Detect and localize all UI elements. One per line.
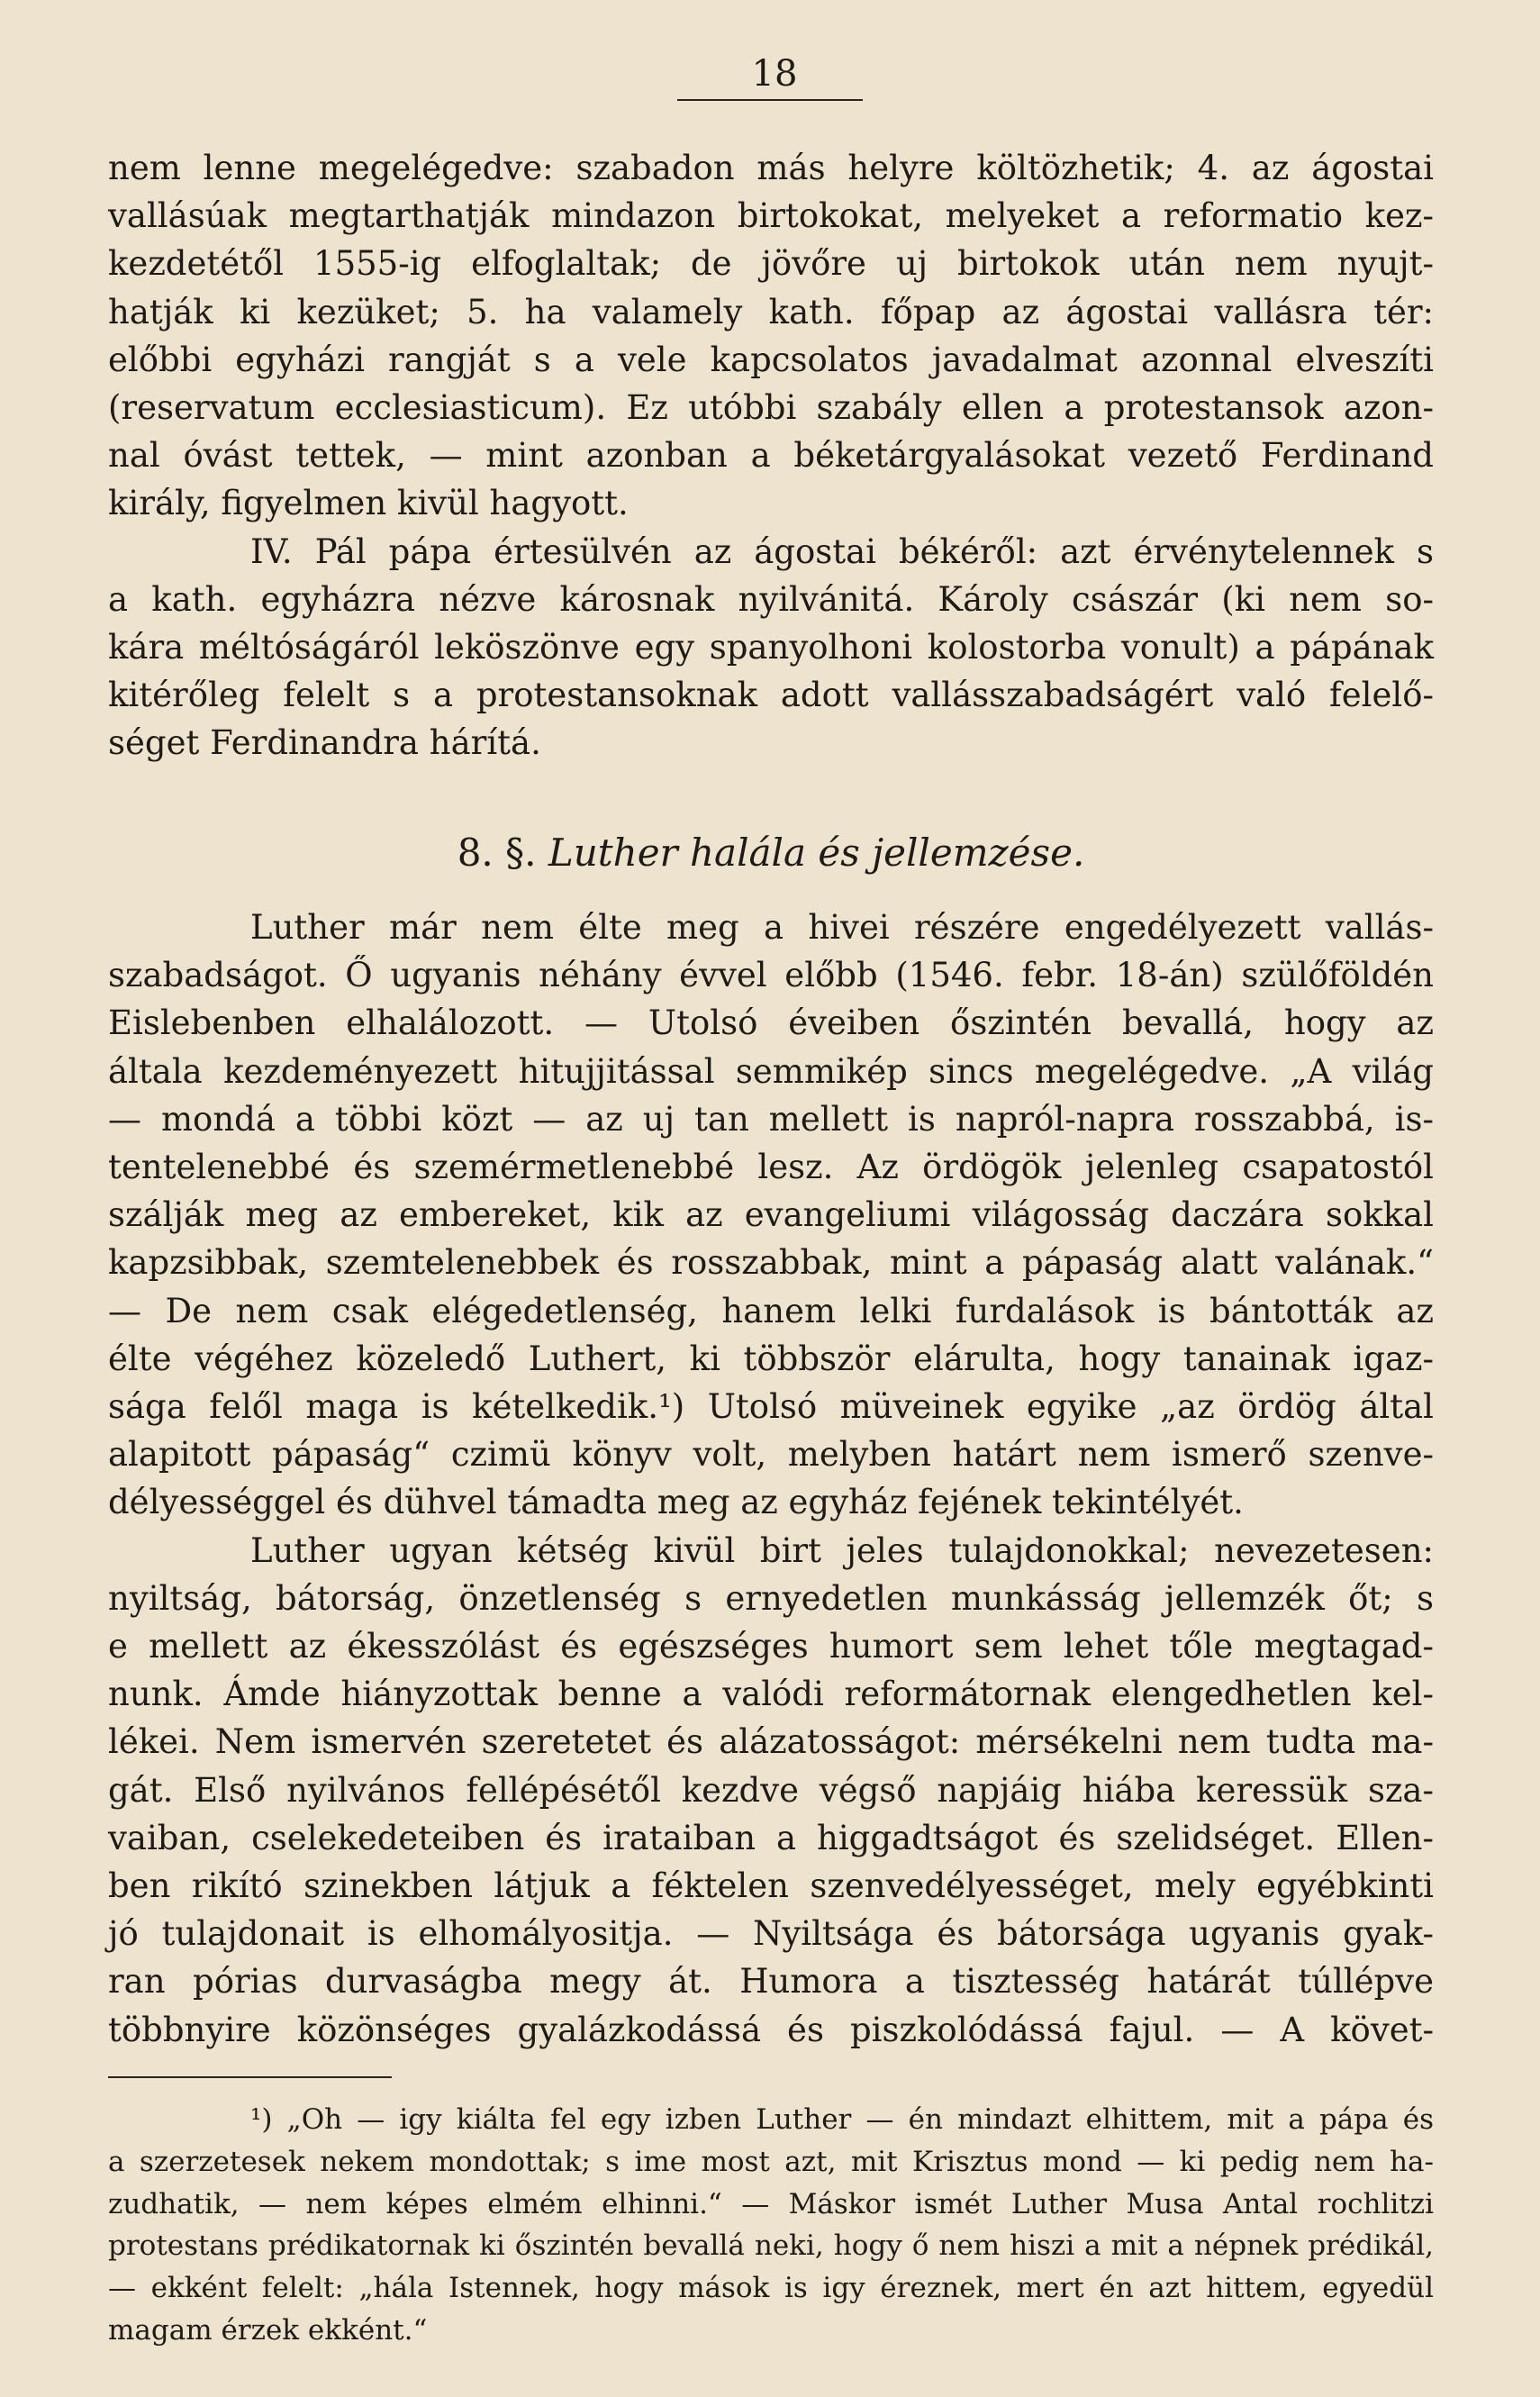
text-line: Luther már nem élte meg a hivei részére engedélyezett vallás- <box>250 908 1434 947</box>
text-line: kezdetétől 1555-ig elfoglaltak; de jövőre uj birtokok után nem nyujt- <box>108 244 1434 284</box>
text-line: e mellett az ékesszólást és egészséges humort sem lehet tőle megtagad- <box>108 1627 1434 1666</box>
section1-text <box>108 144 1434 767</box>
text-line: előbbi egyházi rangját s a vele kapcsolatos javadalmat azonnal elveszíti <box>108 340 1434 379</box>
text-line: élte végéhez közeledő Luthert, ki többször elárulta, hogy tanainak igaz- <box>108 1339 1434 1378</box>
text-line: alapitott pápaság“ czimü könyv volt, melyben határt nem ismerő szenve- <box>108 1435 1434 1475</box>
text-line: többnyire közönséges gyalázkodássá és piszkolódássá fajul. — A követ- <box>108 2010 1434 2049</box>
text-line: tentelenebbé és szemérmetlenebbé lesz. Az ördögök jelenleg csapatostól <box>108 1148 1434 1187</box>
text-line: gát. Első nyilvános fellépésétől kezdve végső napjáig hiába keressük sza- <box>108 1770 1434 1810</box>
text-line: a kath. egyházra nézve károsnak nyilvánitá. Károly császár (ki nem so- <box>108 579 1434 619</box>
page-number-rule <box>677 99 863 101</box>
footnote-line: protestans prédikatornak ki őszintén bevallá neki, hogy ő nem hiszi a mit a népnek prédikál, <box>108 2229 1434 2263</box>
text-line: nyiltság, bátorság, önzetlenség s ernyedetlen munkásság jellemzék őt; s <box>108 1578 1434 1618</box>
text-line: szabadságot. Ő ugyanis néhány évvel előbb (1546. febr. 18-án) szülőföldén <box>108 956 1434 995</box>
page-number: 18 <box>751 53 798 95</box>
text-line: ben rikító szinekben látjuk a féktelen szenvedélyességet, mely egyébkinti <box>108 1866 1434 1906</box>
text-line: nunk. Ámde hiányzottak benne a valódi reformátornak elengedhetlen kel- <box>108 1675 1434 1714</box>
text-line: szálják meg az embereket, kik az evangeliumi világosság daczára sokkal <box>108 1195 1434 1235</box>
text-line: lékei. Nem ismervén szeretetet és alázatosságot: mérsékelni nem tudta ma- <box>108 1722 1434 1762</box>
text-line: hatják ki kezüket; 5. ha valamely kath. főpap az ágostai vallásra tér: <box>108 292 1434 331</box>
text-line: sága felől maga is kételkedik.¹) Utolsó müveinek egyike „az ördög által <box>108 1387 1434 1427</box>
section-heading <box>108 829 1434 877</box>
section-number: 8. §. <box>457 831 537 875</box>
text-line: kára méltóságáról leköszönve egy spanyolhoni kolostorba vonult) a pápának <box>108 628 1434 667</box>
text-line: kitérőleg felelt s a protestansoknak adott vallásszabadságért való felelő- <box>108 676 1434 715</box>
text-line: vallásúak megtarthatják mindazon birtokokat, melyeket a reformatio kez- <box>108 196 1434 236</box>
text-line: jó tulajdonait is elhomályositja. — Nyiltsága és bátorsága ugyanis gyak- <box>108 1914 1434 1954</box>
text-line: séget Ferdinandra hárítá. <box>108 723 541 763</box>
footnote-line: zudhatik, — nem képes elmém elhinni.“ — Máskor ismét Luther Musa Antal rochlitzi <box>108 2187 1434 2220</box>
text-line: IV. Pál pápa értesülvén az ágostai békéről: azt érvénytelennek s <box>250 531 1434 571</box>
text-line: általa kezdeményezett hitujjitással semmikép sincs megelégedve. „A világ <box>108 1051 1434 1091</box>
footnote-line: ¹) „Oh — igy kiálta fel egy izben Luther — én mindazt elhittem, mit a pápa és <box>250 2103 1434 2136</box>
footnote-line: magam érzek ekként.“ <box>108 2313 428 2347</box>
text-line: — De nem csak elégedetlenség, hanem lelki furdalások is bántották az <box>108 1291 1434 1330</box>
text-line: — mondá a többi közt — az uj tan mellett is napról-napra rosszabbá, is- <box>108 1099 1434 1139</box>
text-line: vaiban, cselekedeteiben és irataiban a higgadtságot és szelidséget. Ellen- <box>108 1818 1434 1857</box>
footnote-line: — ekként felelt: „hála Istennek, hogy mások is igy éreznek, mert én azt hittem, egyedül <box>108 2272 1434 2305</box>
section-title: Luther halála és jellemzése. <box>548 831 1085 875</box>
text-line: (reservatum ecclesiasticum). Ez utóbbi szabály ellen a protestansok azon- <box>108 388 1434 428</box>
footnote-line: a szerzetesek nekem mondottak; s ime most azt, mit Krisztus mond — ki pedig nem ha- <box>108 2145 1434 2178</box>
footnote <box>108 2099 1434 2352</box>
text-line: nem lenne megelégedve: szabadon más helyre költözhetik; 4. az ágostai <box>108 149 1434 187</box>
text-line: délyességgel és dühvel támadta meg az egyház fejének tekintélyét. <box>108 1483 1244 1522</box>
text-line: Eislebenben elhalálozott. — Utolsó éveiben őszintén bevallá, hogy az <box>108 1003 1434 1043</box>
text-line: király, figyelmen kivül hagyott. <box>108 484 629 523</box>
text-line: kapzsibbak, szemtelenebbek és rosszabbak, mint a pápaság alatt valának.“ <box>108 1243 1434 1283</box>
section2-text <box>108 903 1434 2054</box>
text-line: ran pórias durvaságba megy át. Humora a tisztesség határát túllépve <box>108 1962 1434 2002</box>
text-line: nal óvást tettek, — mint azonban a béketárgyalásokat vezető Ferdinand <box>108 436 1434 476</box>
text-line: Luther ugyan kétség kivül birt jeles tulajdonokkal; nevezetesen: <box>250 1530 1434 1570</box>
footnote-rule <box>108 2076 392 2078</box>
